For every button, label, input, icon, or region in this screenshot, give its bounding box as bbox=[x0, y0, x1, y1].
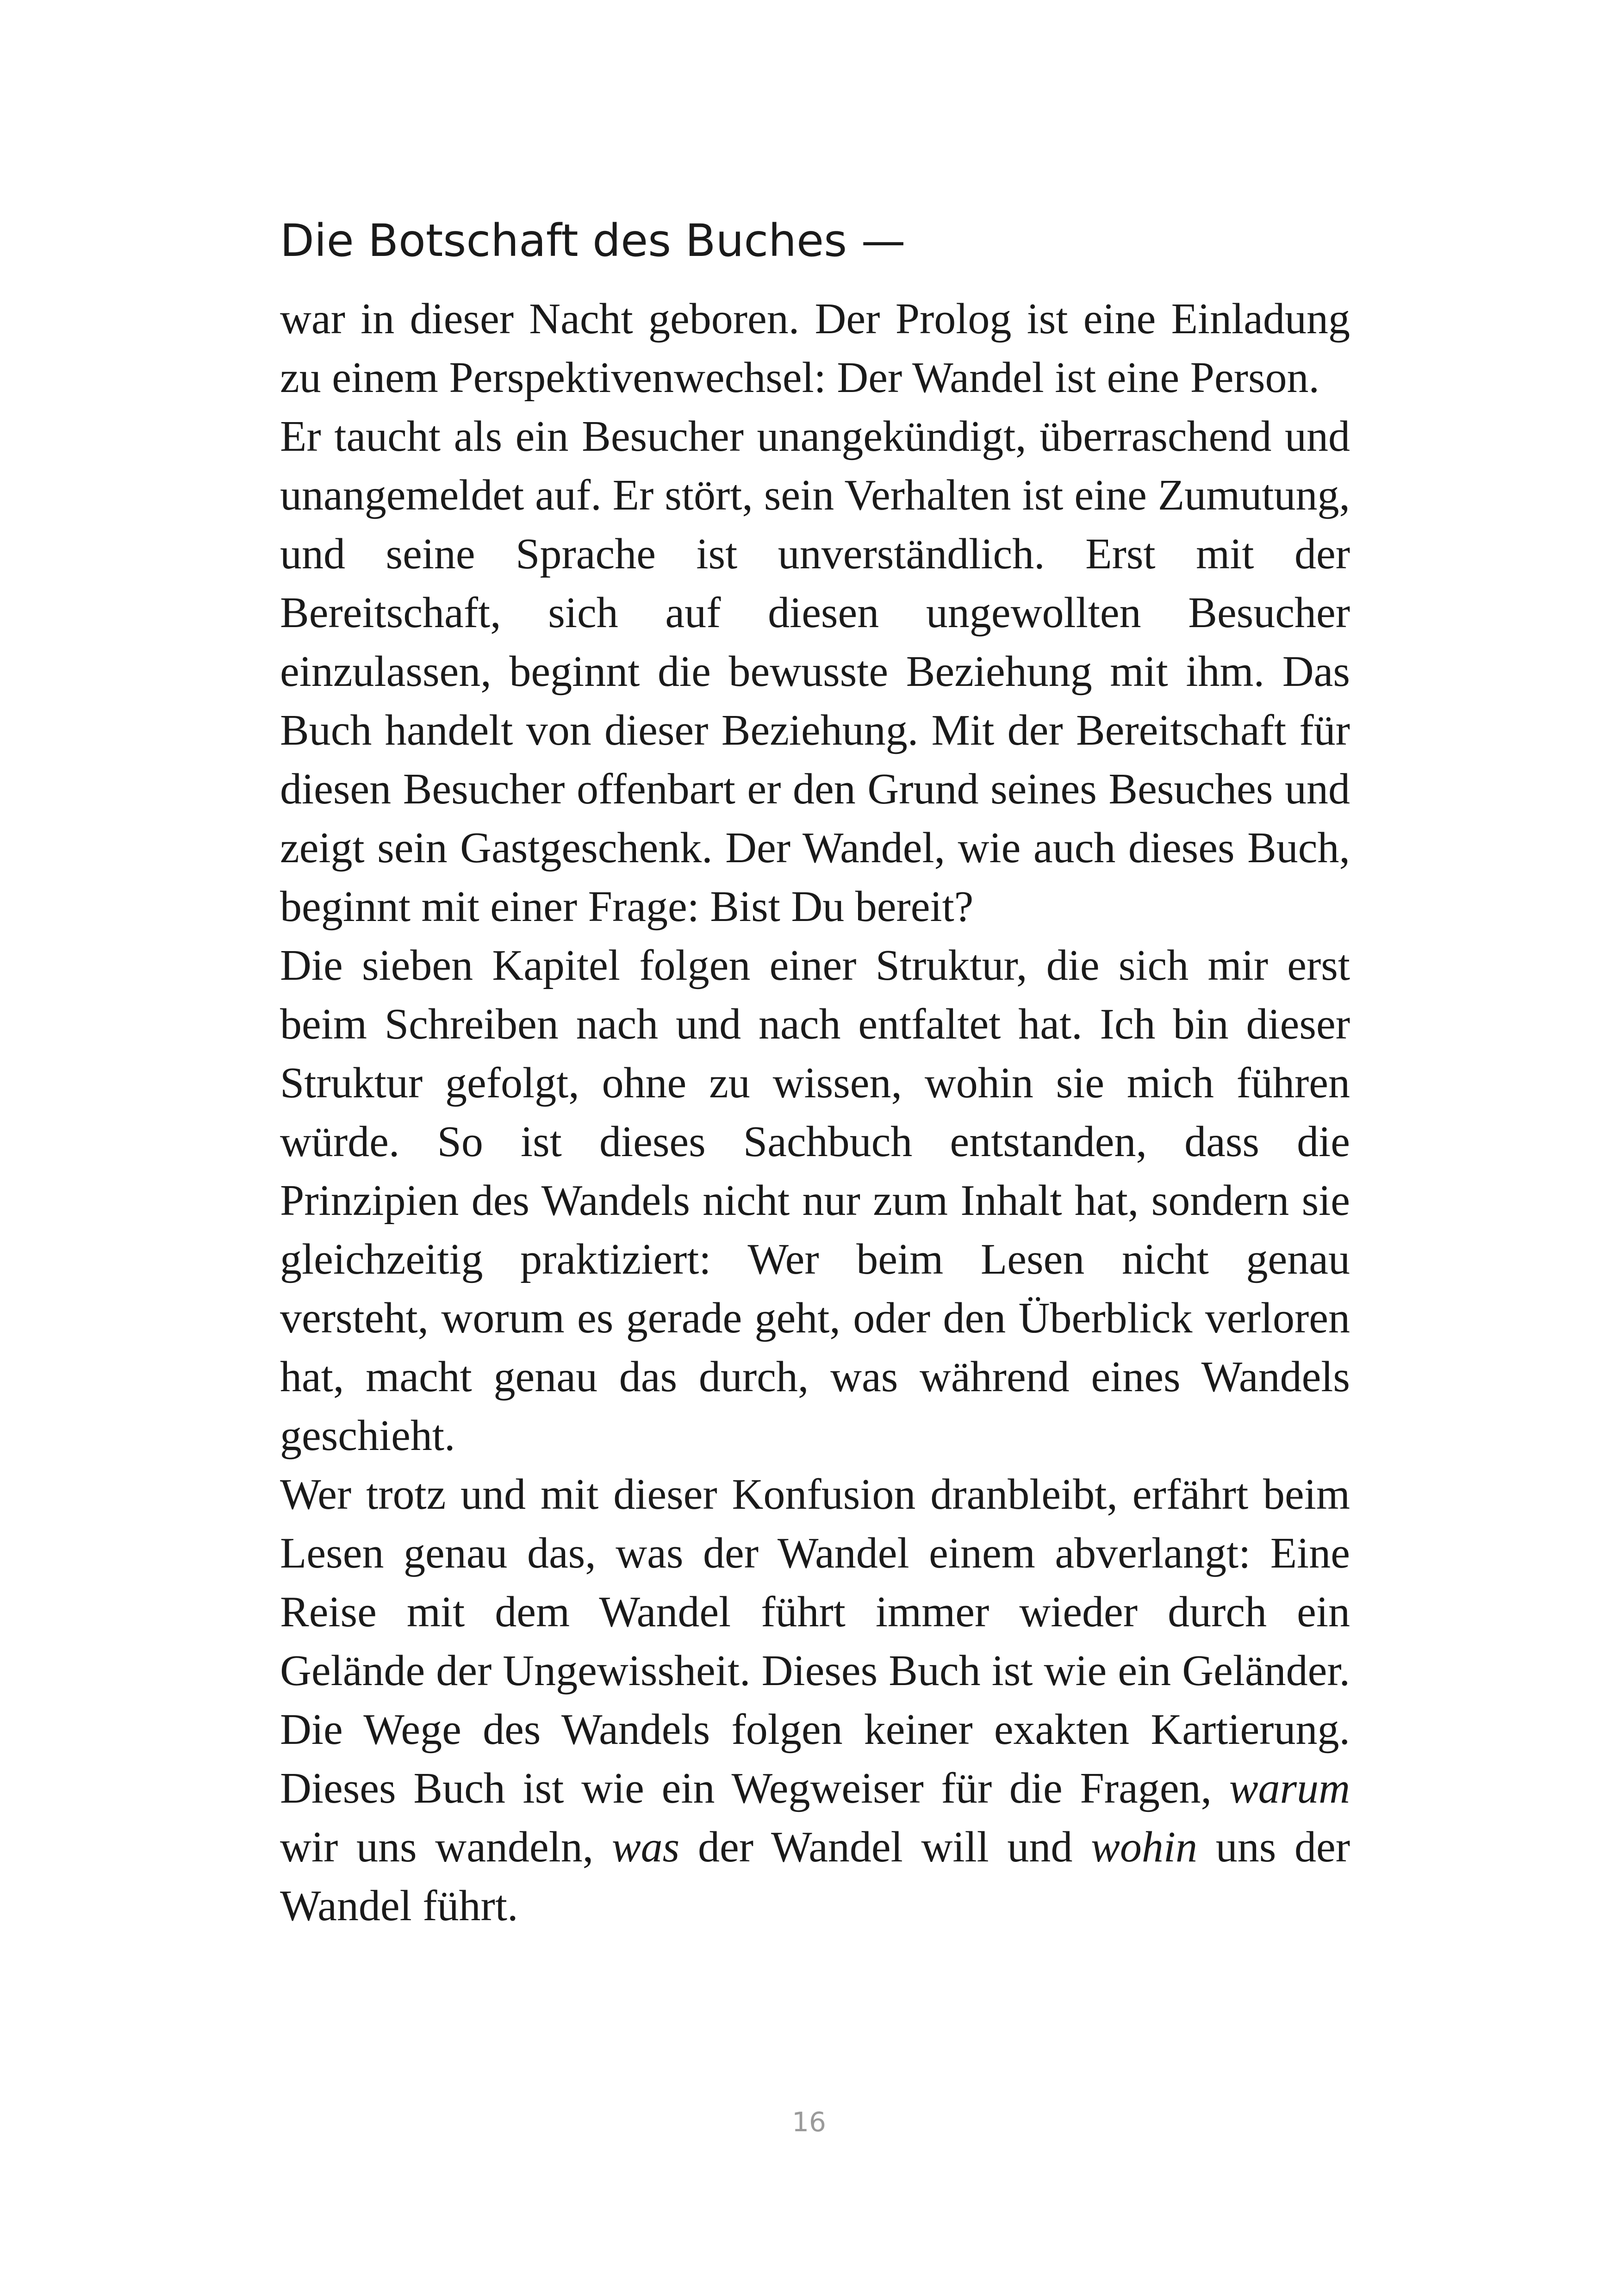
paragraph bbox=[280, 407, 1350, 936]
text-run: wir uns wandeln, bbox=[280, 1823, 612, 1871]
text-run: Wer trotz und mit dieser Konfusion dranbleibt, erfährt beim Lesen genau das, was der Wandel einem abverlangt: Eine Reise mit dem Wandel führt immer wieder durch ein Gelände der Ungewissheit. Dieses Buch ist wie ein Geländer. Die Wege des Wandels folgen keiner exakten Kartierung. Dieses Buch ist wie ein Wegweiser für die Fragen, bbox=[280, 1470, 1350, 1812]
section-heading: Die Botschaft des Buches — bbox=[280, 215, 906, 267]
emphasis-wohin: wohin bbox=[1091, 1823, 1197, 1871]
emphasis-warum: warum bbox=[1229, 1764, 1350, 1812]
text-run: der Wandel will und bbox=[679, 1823, 1091, 1871]
body-text bbox=[280, 290, 1350, 1935]
page-number: 16 bbox=[792, 2106, 826, 2138]
paragraph bbox=[280, 936, 1350, 1465]
text-run: uns der Wandel führt. bbox=[280, 1823, 1350, 1930]
text-run: Die sieben Kapitel folgen einer Struktur, die sich mir erst beim Schreiben nach und nach entfaltet hat. Ich bin dieser Struktur gefolgt, ohne zu wissen, wohin sie mich führen würde. So ist dieses Sachbuch entstanden, dass die Prinzipien des Wandels nicht nur zum Inhalt hat, sondern sie gleichzeitig praktiziert: Wer beim Lesen nicht genau versteht, worum es gerade geht, oder den Überblick verloren hat, macht genau das durch, was während eines Wandels geschieht. bbox=[280, 941, 1350, 1460]
text-run: Er taucht als ein Besucher unangekündigt, überraschend und unangemeldet auf. Er stört, sein Verhalten ist eine Zumutung, und seine Sprache ist unverständlich. Erst mit der Bereitschaft, sich auf diesen ungewollten Besucher einzulassen, beginnt die bewusste Beziehung mit ihm. Das Buch handelt von dieser Beziehung. Mit der Bereitschaft für diesen Besucher offenbart er den Grund seines Besuches und zeigt sein Gastgeschenk. Der Wandel, wie auch dieses Buch, beginnt mit einer Frage: Bist Du bereit? bbox=[280, 412, 1350, 931]
text-run: war in dieser Nacht geboren. Der Prolog ist eine Einladung zu einem Perspektivenwechsel: Der Wandel ist eine Person. bbox=[280, 295, 1350, 402]
paragraph bbox=[280, 290, 1350, 407]
paragraph bbox=[280, 1465, 1350, 1935]
emphasis-was: was bbox=[611, 1823, 680, 1871]
